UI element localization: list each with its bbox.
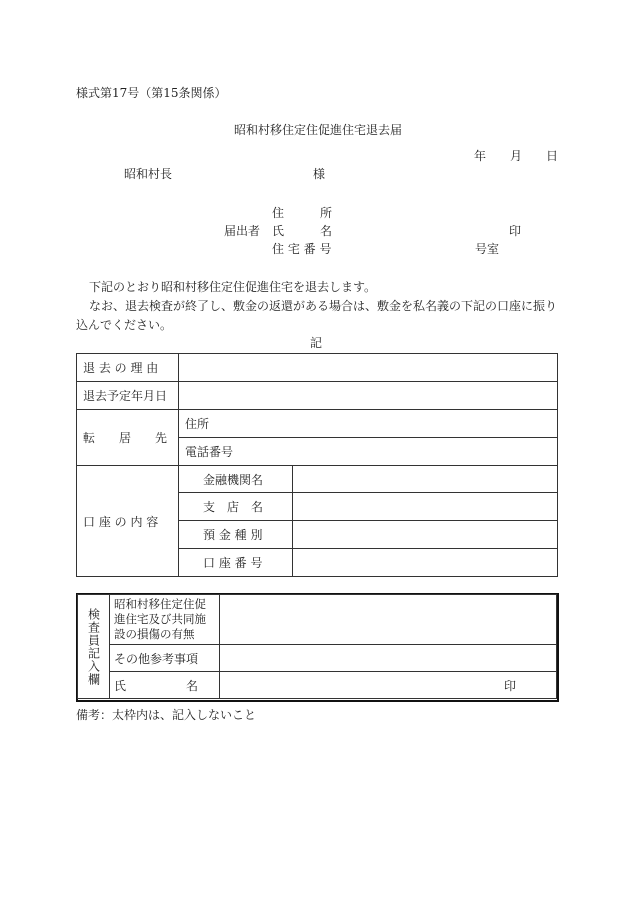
body-line-2: なお、退去検査が終了し、敷金の返還がある場合は、敷金を私名義の下記の口座に振り bbox=[89, 299, 558, 313]
reason-field[interactable] bbox=[179, 354, 558, 382]
footnote: 備考：太枠内は、記入しないこと bbox=[76, 708, 257, 722]
addressee-name: 昭和村長 bbox=[124, 167, 173, 181]
inspector-name-label: 氏 名 bbox=[110, 672, 220, 699]
applicant-name-label: 氏 名 bbox=[272, 224, 333, 238]
body-line-3: 込んでください。 bbox=[76, 318, 173, 332]
inspection-table bbox=[77, 594, 557, 699]
account-number-label: 口 座 番 号 bbox=[179, 549, 293, 577]
move-date-field[interactable] bbox=[179, 382, 558, 410]
inspector-side-label: 検査員記入欄 bbox=[78, 595, 110, 699]
form-title: 昭和村移住定住促進住宅退去届 bbox=[234, 123, 403, 137]
inspector-name-field[interactable] bbox=[220, 672, 557, 699]
move-date-label: 退去予定年月日 bbox=[77, 382, 179, 410]
damage-label: 昭和村移住定住促 進住宅及び共同施 設の損傷の有無 bbox=[110, 595, 220, 645]
other-notes-field[interactable] bbox=[220, 645, 557, 672]
branch-name-label: 支 店 名 bbox=[179, 493, 293, 521]
applicant-housing-label: 住 宅 番 号 bbox=[272, 242, 332, 256]
destination-label: 転 居 先 bbox=[77, 410, 179, 466]
other-notes-label: その他参考事項 bbox=[110, 645, 220, 672]
destination-address-field[interactable] bbox=[179, 410, 558, 438]
applicant-seal: 印 bbox=[509, 224, 522, 238]
inspector-seal: 印 bbox=[503, 678, 516, 693]
bank-name-label: 金融機関名 bbox=[179, 466, 293, 493]
reason-label: 退 去 の 理 由 bbox=[77, 354, 179, 382]
applicant-room-suffix: 号室 bbox=[475, 242, 500, 256]
applicant-address-label: 住 所 bbox=[272, 206, 333, 220]
destination-phone-label: 電話番号 bbox=[185, 445, 234, 459]
branch-name-field[interactable] bbox=[293, 493, 558, 521]
account-number-field[interactable] bbox=[293, 549, 558, 577]
date-year: 年 bbox=[474, 149, 487, 163]
date-month: 月 bbox=[510, 149, 523, 163]
destination-phone-field[interactable] bbox=[179, 438, 558, 466]
form-number: 様式第17号（第15条関係） bbox=[76, 86, 227, 100]
addressee-honorific: 様 bbox=[313, 167, 326, 181]
ki-label: 記 bbox=[310, 336, 323, 350]
damage-field[interactable] bbox=[220, 595, 557, 645]
applicant-role-label: 届出者 bbox=[224, 224, 261, 238]
date-day: 日 bbox=[546, 149, 559, 163]
bank-name-field[interactable] bbox=[293, 466, 558, 493]
destination-address-label: 住所 bbox=[185, 417, 210, 431]
deposit-type-field[interactable] bbox=[293, 521, 558, 549]
deposit-type-label: 預 金 種 別 bbox=[179, 521, 293, 549]
body-line-1: 下記のとおり昭和村移住定住促進住宅を退去します。 bbox=[89, 280, 377, 294]
account-label: 口 座 の 内 容 bbox=[77, 466, 179, 577]
main-table bbox=[76, 353, 558, 577]
